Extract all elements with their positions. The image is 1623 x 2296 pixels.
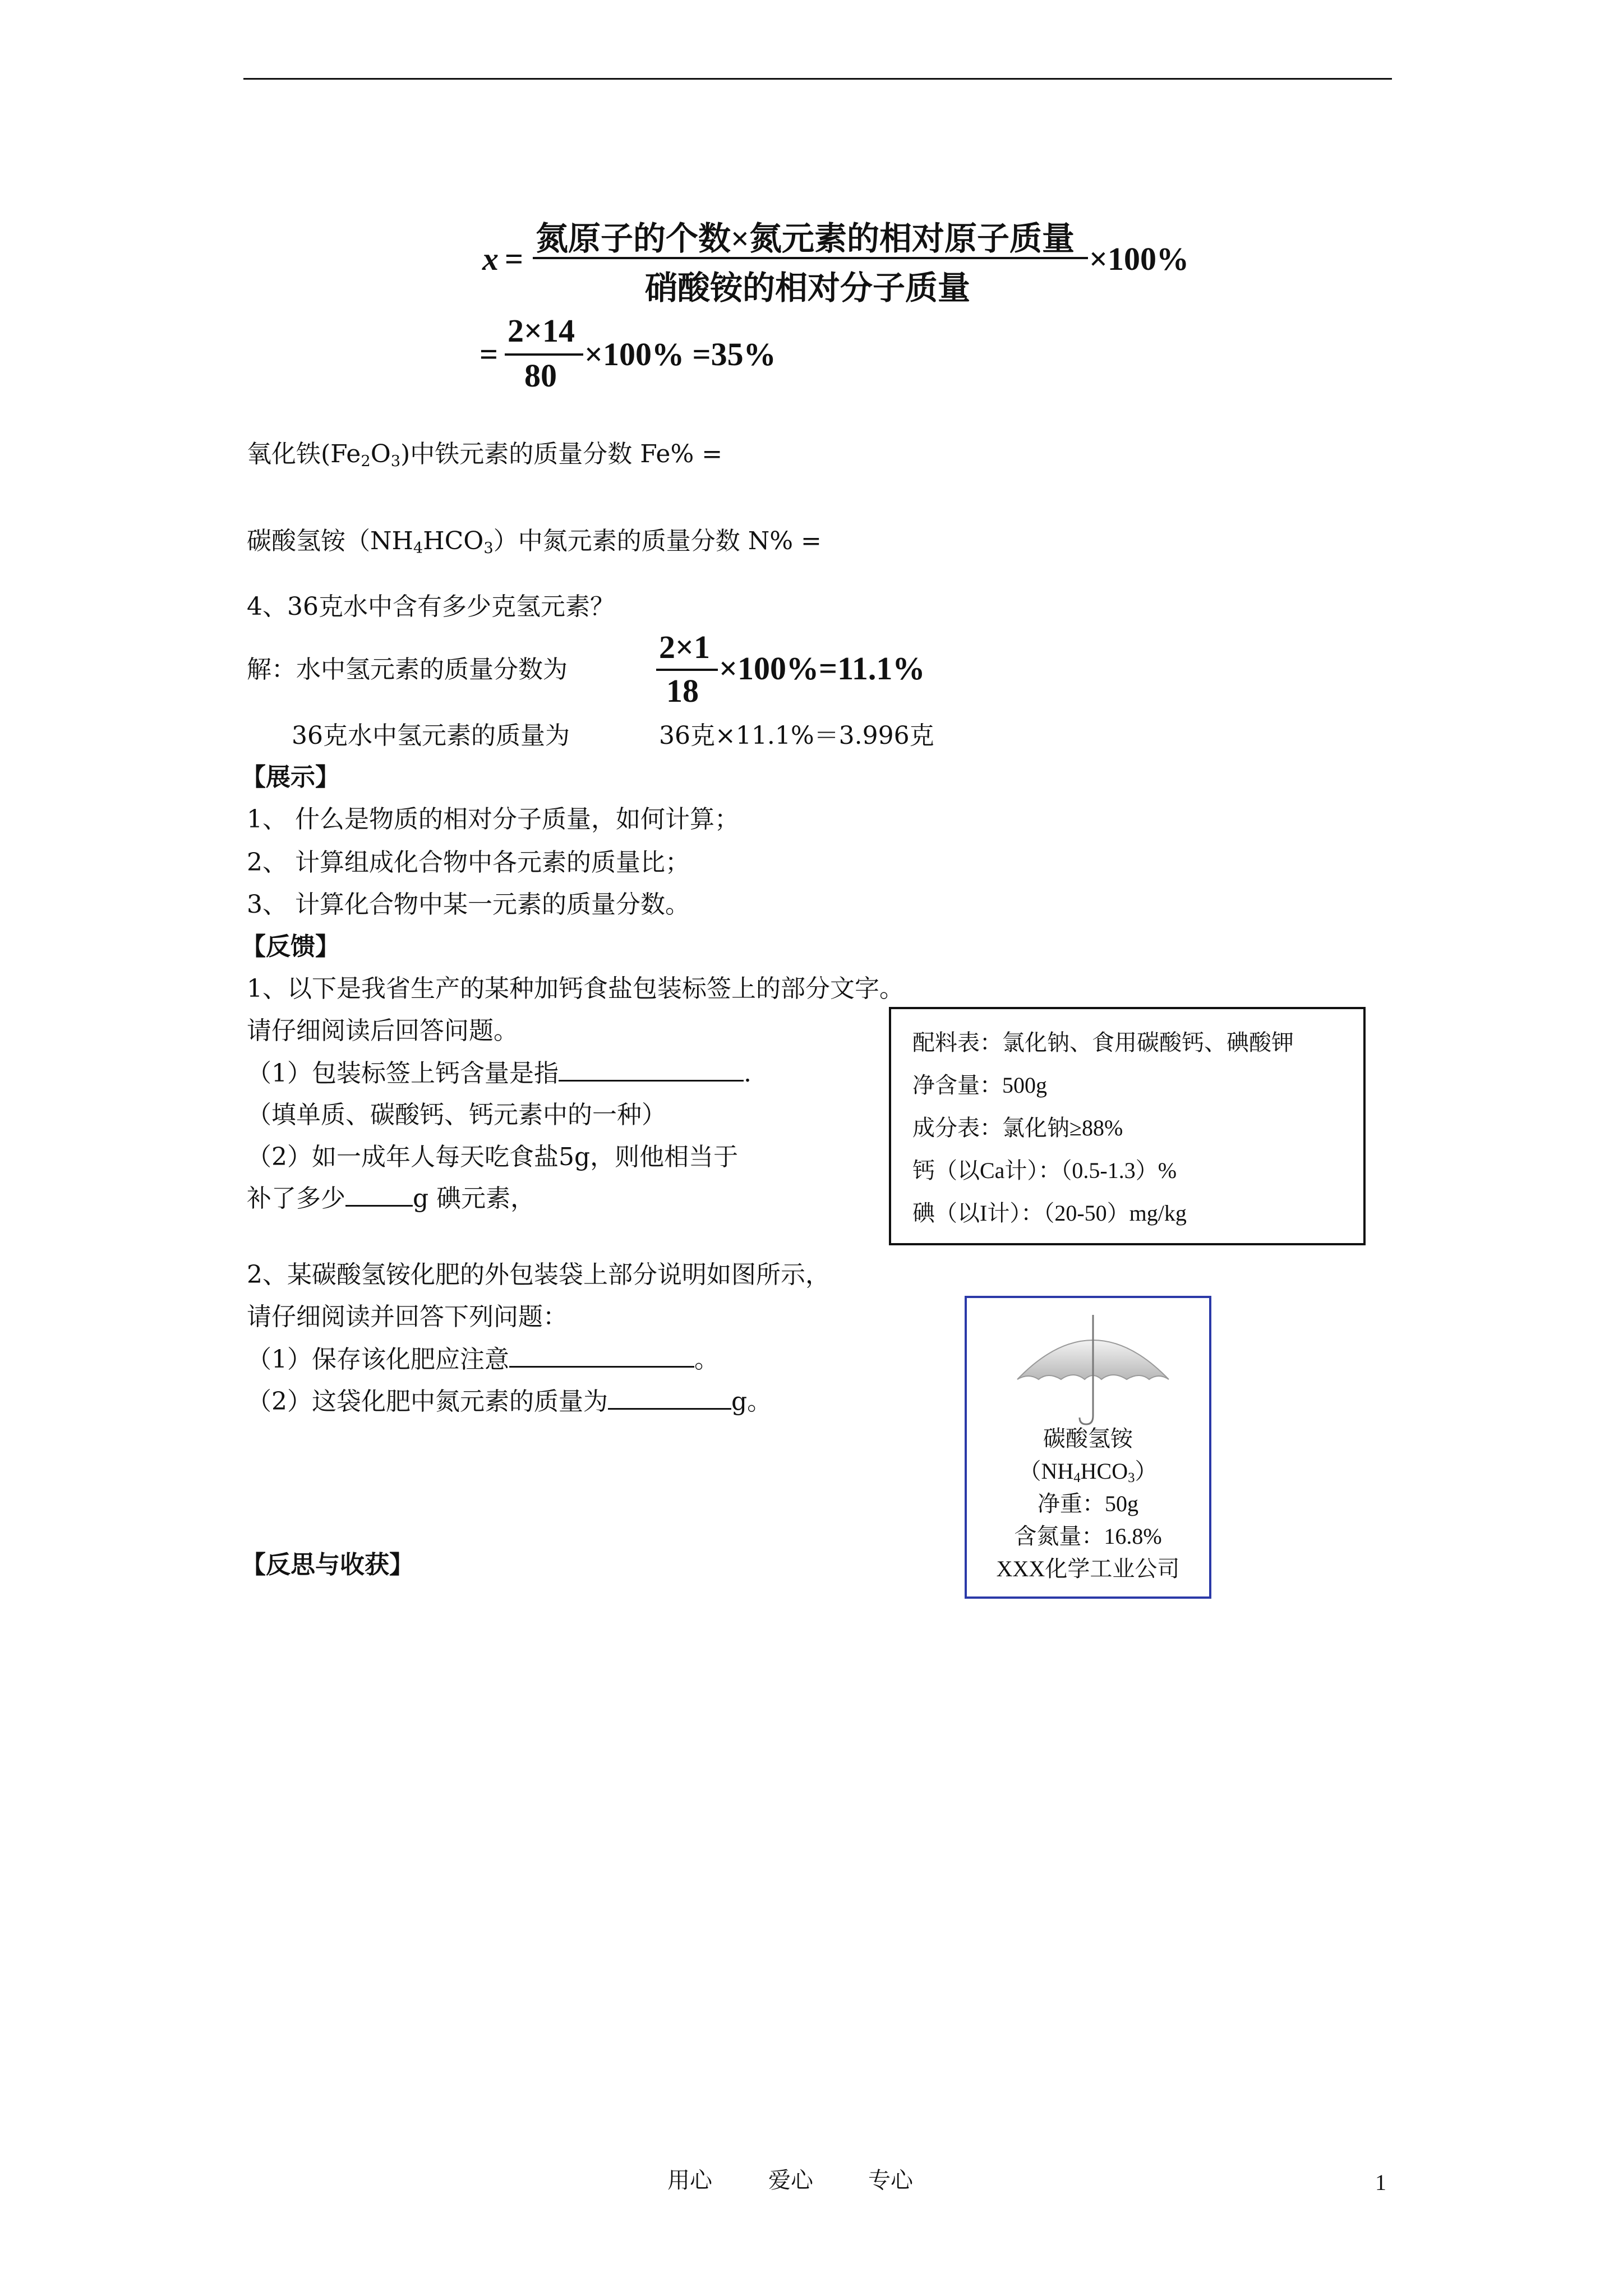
formula-numerator: 氮原子的个数×氮元素的相对原子质量 <box>536 220 1075 257</box>
answer-blank-calcium[interactable] <box>559 1057 744 1082</box>
footer-motto-3: 专心 <box>868 2168 913 2193</box>
show-item-2: 2、 计算组成化合物中各元素的质量比； <box>247 848 690 877</box>
answer-blank-storage[interactable] <box>509 1343 694 1368</box>
show-item-3: 3、 计算化合物中某一元素的质量分数。 <box>247 890 690 919</box>
salt-label-row-1: 配料表：氯化钠、食用碳酸钙、碘酸钾 <box>912 1030 1294 1055</box>
formula-times100: ×100% <box>1089 241 1189 277</box>
feedback-heading: 【反馈】 <box>241 932 340 961</box>
formula-line2-fraction-line <box>505 353 583 356</box>
fertilizer-label-box <box>965 1296 1211 1599</box>
feedback-p2-line2: 请仔细阅读并回答下列问题： <box>247 1303 568 1331</box>
question-4-line2b: 36克×11.1%＝3.996克 <box>659 721 934 750</box>
formula-line2-rest: ×100% =35% <box>584 336 776 372</box>
footer-motto-2: 爱心 <box>768 2168 813 2193</box>
salt-label-row-2: 净含量：500g <box>912 1073 1047 1098</box>
show-heading: 【展示】 <box>241 763 340 792</box>
feedback-p2-q2: （2）这袋化肥中氮元素的质量为 g。 <box>247 1386 772 1418</box>
footer-motto-1: 用心 <box>667 2168 712 2193</box>
question-n: 碳酸氢铵$(NH_4HCO_3)$中氮元素的质量分数 N% = <box>247 527 822 557</box>
show-item-1: 1、 什么是物质的相对分子质量，如何计算； <box>247 805 739 834</box>
feedback-p1-q1: （1）包装标签上钙含量是指 . <box>247 1057 751 1089</box>
page-number: 1 <box>1375 2170 1386 2195</box>
reflect-heading: 【反思与收获】 <box>241 1550 414 1579</box>
umbrella-icon <box>1012 1312 1174 1430</box>
formula-denominator: 硝酸铵的相对分子质量 <box>645 270 971 306</box>
salt-label-row-3: 成分表：氯化钠≥88% <box>912 1115 1123 1140</box>
formula-eq: = <box>505 241 524 277</box>
q4-fraction-rest: ×100%=11.1% <box>719 650 925 687</box>
salt-label-box <box>889 1007 1366 1245</box>
feedback-p1-q2a: （2）如一成年人每天吃食盐5g，则他相当于 <box>247 1143 739 1171</box>
salt-label-row-4: 钙（以Ca计）：（0.5-1.3）% <box>912 1158 1177 1183</box>
answer-blank-iodine[interactable] <box>345 1182 413 1207</box>
fertilizer-company: XXX化学工业公司 <box>996 1556 1180 1581</box>
feedback-p1-q2b: 补了多少 g 碘元素， <box>247 1182 535 1214</box>
q4-fraction-denominator: 18 <box>666 673 699 709</box>
feedback-p1-q1-hint: （填单质、碳酸钙、钙元素中的一种） <box>247 1101 666 1129</box>
fertilizer-formula: $(NH_4HCO_3)$ <box>1018 1458 1158 1486</box>
fertilizer-name: 碳酸氢铵 <box>1043 1426 1133 1451</box>
fertilizer-weight: 净重：50g <box>1038 1491 1138 1516</box>
formula-x: x <box>482 241 499 277</box>
question-4-title: 4、36克水中含有多少克氢元素？ <box>247 592 615 621</box>
feedback-p1-line2: 请仔细阅读后回答问题。 <box>247 1016 518 1045</box>
question-4-line2a: 36克水中氢元素的质量为 <box>292 721 570 750</box>
feedback-p2-line1: 2、某碳酸氢铵化肥的外包装袋上部分说明如图所示， <box>247 1260 830 1289</box>
formula-line2-eq: = <box>479 336 499 372</box>
q4-fraction-numerator: 2×1 <box>659 629 711 665</box>
feedback-p1-line1: 1、以下是我省生产的某种加钙食盐包装标签上的部分文字。 <box>247 974 904 1003</box>
formula-line2-numerator: 2×14 <box>508 312 575 349</box>
question-4-solution-label: 解：水中氢元素的质量分数为 <box>247 655 568 684</box>
formula-fraction-line <box>533 257 1088 259</box>
salt-label-row-5: 碘（以I计）：（20-50）mg/kg <box>912 1200 1187 1226</box>
header-rule <box>243 78 1392 80</box>
q4-fraction-line <box>656 669 718 671</box>
answer-blank-nitrogen-mass[interactable] <box>608 1386 731 1410</box>
feedback-p2-q1: （1）保存该化肥应注意 。 <box>247 1343 719 1375</box>
formula-line2-denominator: 80 <box>524 357 557 394</box>
question-fe: 氧化铁$(Fe_2O_3)$中铁元素的质量分数 Fe% = <box>247 440 723 470</box>
fertilizer-nitrogen: 含氮量：16.8% <box>1014 1524 1162 1549</box>
